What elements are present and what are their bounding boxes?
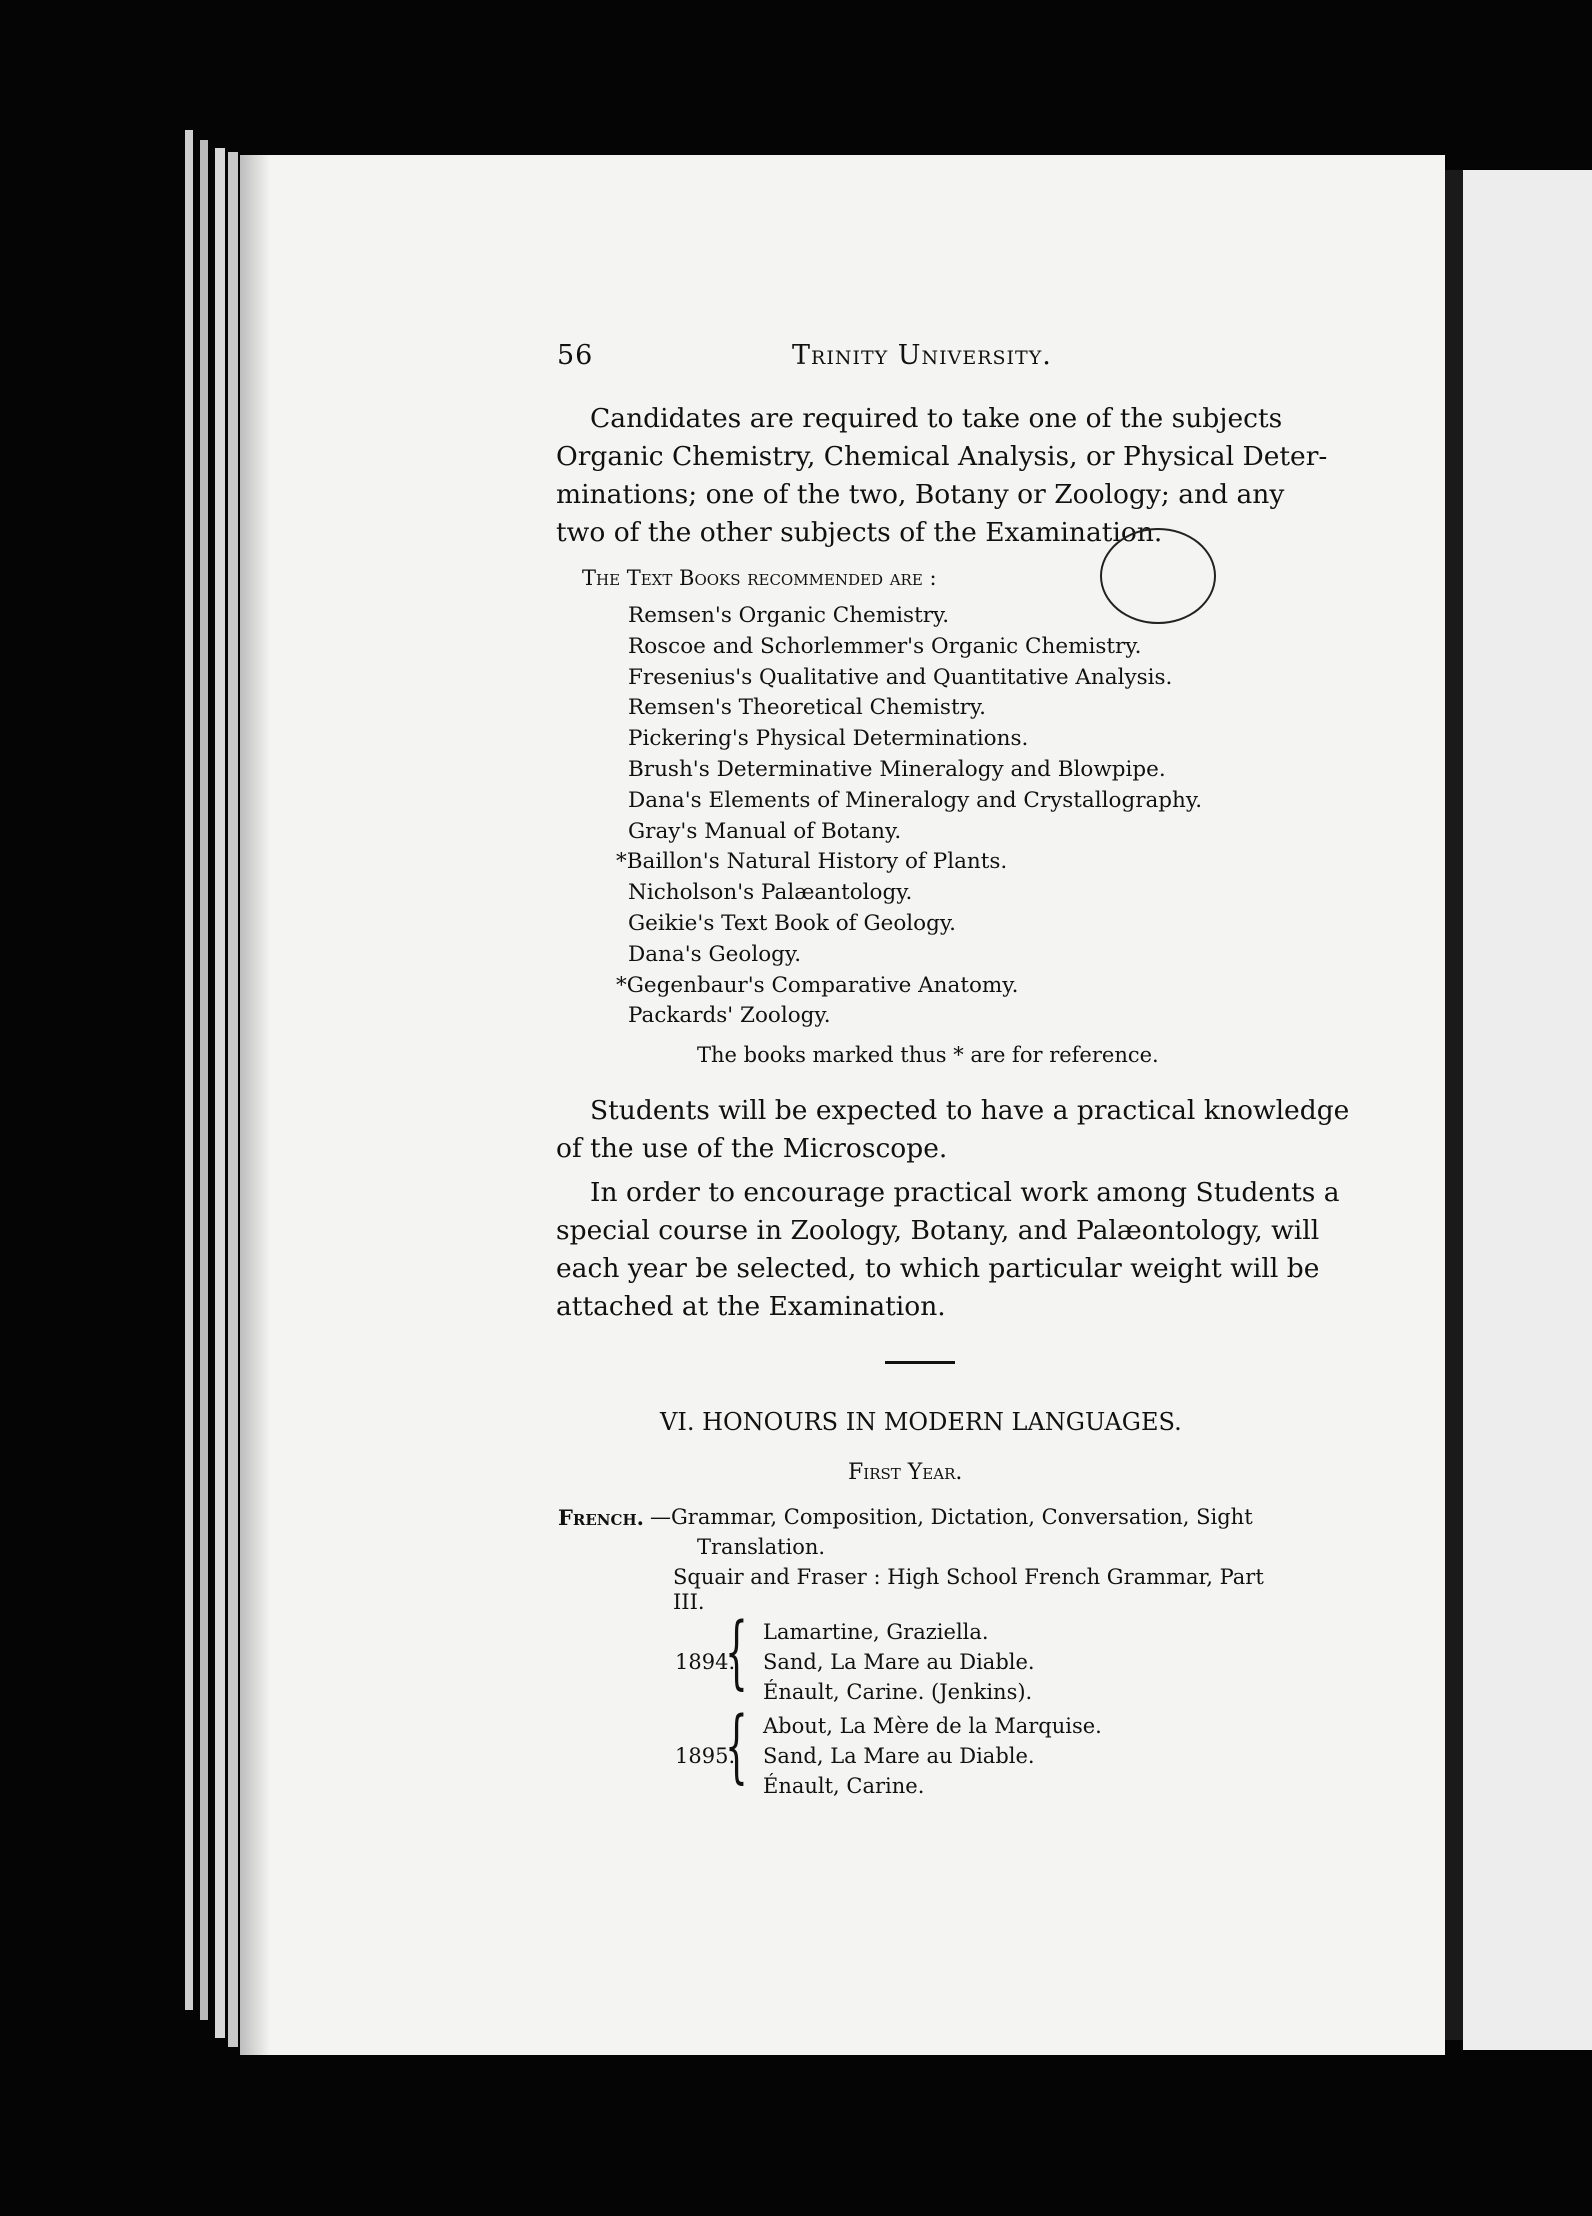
page-edge — [215, 148, 225, 2038]
running-title: Trinity University. — [792, 340, 1052, 371]
practical-line: special course in Zoology, Botany, and Palæontology, will — [556, 1215, 1320, 1246]
practical-line: In order to encourage practical work among Students a — [590, 1177, 1340, 1208]
work-item: Lamartine, Graziella. — [763, 1620, 989, 1644]
text-book-item: Nicholson's Palæantology. — [628, 880, 913, 906]
text-book-item: Remsen's Theoretical Chemistry. — [628, 695, 986, 721]
text-book-item: Gray's Manual of Botany. — [628, 818, 902, 844]
text-book-item: Geikie's Text Book of Geology. — [628, 911, 957, 936]
curly-brace: { — [725, 1605, 748, 1698]
text-book-item: Dana's Elements of Mineralogy and Crystallography. — [628, 787, 1203, 813]
practical-line: each year be selected, to which particular weight will be — [556, 1253, 1320, 1284]
section-divider — [885, 1361, 955, 1364]
text-book-item: Packards' Zoology. — [628, 1003, 831, 1029]
work-item: Sand, La Mare au Diable. — [763, 1744, 1035, 1768]
french-label: French. — [558, 1505, 644, 1530]
curly-brace: { — [725, 1699, 748, 1792]
text-books-heading: The Text Books recommended are : — [582, 566, 937, 590]
facing-page-strip — [1463, 170, 1592, 2050]
text-book-item: Remsen's Organic Chemistry. — [628, 603, 950, 628]
text-book-item: Dana's Geology. — [628, 941, 802, 967]
page-number: 56 — [557, 340, 594, 371]
reference-note: The books marked thus * are for reference. — [697, 1043, 1159, 1067]
intro-line: two of the other subjects of the Examination. — [556, 517, 1163, 548]
squair-text: Squair and Fraser : High School French Grammar, Part — [673, 1565, 1264, 1589]
pencil-circle-mark — [1100, 528, 1216, 624]
page-shadow — [240, 155, 270, 2055]
page-edge — [200, 140, 208, 2020]
work-item: Énault, Carine. — [763, 1774, 925, 1798]
work-item: About, La Mère de la Marquise. — [763, 1714, 1102, 1738]
intro-line: Candidates are required to take one of the subjects — [590, 403, 1283, 434]
work-item: Énault, Carine. (Jenkins). — [763, 1680, 1033, 1704]
section-subtitle: First Year. — [848, 1460, 963, 1485]
practical-line: attached at the Examination. — [556, 1291, 946, 1322]
page-edge — [185, 130, 193, 2010]
intro-line: minations; one of the two, Botany or Zoology; and any — [556, 479, 1285, 510]
text-book-item: Brush's Determinative Mineralogy and Blowpipe. — [628, 757, 1166, 782]
binding-gutter — [1445, 170, 1463, 2040]
year-label: 1894. — [675, 1650, 736, 1674]
text-book-item: Fresenius's Qualitative and Quantitative Analysis. — [628, 664, 1173, 690]
microscope-line: of the use of the Microscope. — [556, 1133, 948, 1164]
french-text: —Grammar, Composition, Dictation, Conversation, Sight — [650, 1505, 1253, 1529]
microscope-line: Students will be expected to have a practical knowledge — [590, 1095, 1350, 1126]
page-edge — [228, 152, 238, 2047]
text-book-item: *Baillon's Natural History of Plants. — [616, 849, 1008, 875]
section-title: VI. HONOURS IN MODERN LANGUAGES. — [660, 1408, 1182, 1436]
text-book-item: Pickering's Physical Determinations. — [628, 726, 1029, 752]
year-label: 1895. — [675, 1744, 736, 1768]
intro-line: Organic Chemistry, Chemical Analysis, or Physical Deter- — [556, 441, 1328, 472]
work-item: Sand, La Mare au Diable. — [763, 1650, 1035, 1674]
text-book-item: Roscoe and Schorlemmer's Organic Chemistry. — [628, 633, 1142, 659]
french-text: Translation. — [697, 1535, 826, 1559]
text-book-item: *Gegenbaur's Comparative Anatomy. — [616, 972, 1019, 998]
squair-text: III. — [673, 1590, 705, 1614]
